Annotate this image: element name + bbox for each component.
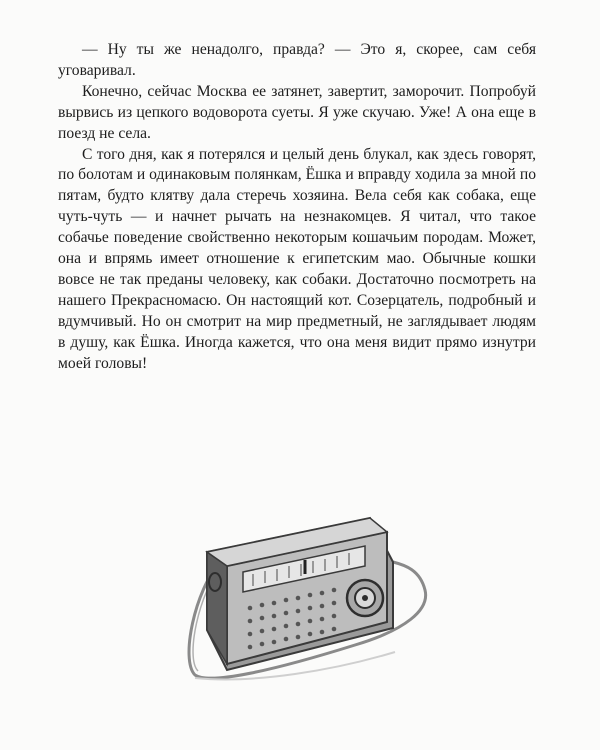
body-text bbox=[58, 40, 536, 375]
radio-illustration bbox=[125, 470, 465, 700]
paragraph-3: С того дня, как я потерялся и целый день блукал, как здесь говорят, по болотам и одинаковым полянкам, Ёшка и вправду ходила за мной по пятам, будто клятву дала стеречь хозяина. Вела себя как собака, еще чуть-чуть — и начнет рычать на незнакомцев. Я читал, что такое собачье поведение свойственно некоторым кошачьим породам. Может, она и впрямь имеет отношение к египетским мао. Обычные кошки вовсе не так преданы человеку, как собаки. Достаточно посмотреть на нашего Прекрасномасю. Он настоящий кот. Созерцатель, подробный и вдумчивый. Но он смотрит на мир предметный, не заглядывает людям в душу, как Ёшка. Иногда кажется, что она меня видит прямо изнутри моей головы! bbox=[58, 145, 536, 372]
paragraph-2: Конечно, сейчас Москва ее затянет, завертит, заморочит. Попробуй вырвись из цепкого водоворота суеты. Я уже скучаю. Уже! А она еще в поезд не села. bbox=[58, 82, 536, 142]
paragraph-1: — Ну ты же ненадолго, правда? — Это я, скорее, сам себя уговаривал. bbox=[58, 41, 536, 79]
